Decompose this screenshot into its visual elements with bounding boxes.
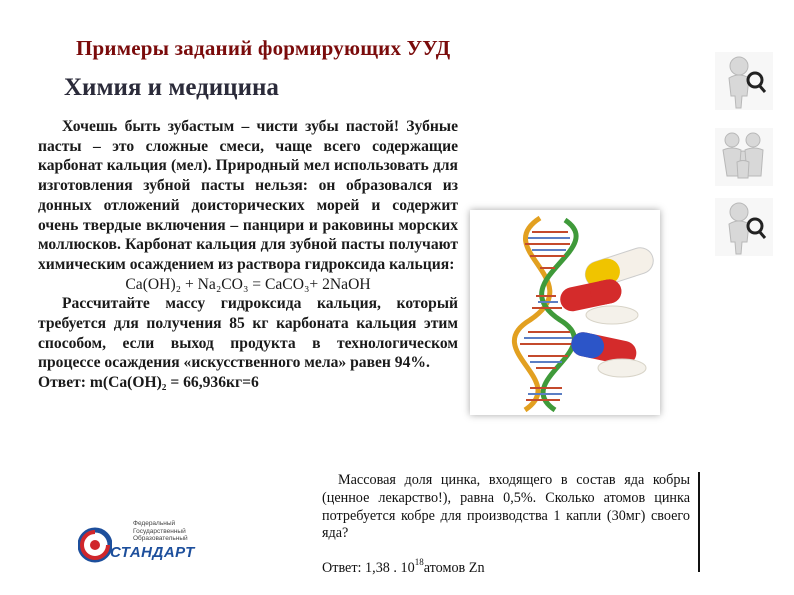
family-icon[interactable] [715, 128, 773, 186]
task2-answer-prefix: Ответ: 1,38 . 10 [322, 560, 415, 576]
task2-text: Массовая доля цинка, входящего в состав яда кобры (ценное лекарство!), равна 0,5%. Сколько атомов цинка потребуется кобре для производства 1 капли (30мг) своего яда? [322, 472, 690, 542]
task1-answer: Ответ: m(Ca(OH)₂ = 66,936кг=6 [38, 374, 259, 392]
subtitle: Химия и медицина [64, 74, 279, 101]
fgos-caption-line2: Государственный [133, 527, 186, 535]
slide-title: Примеры заданий формирующих УУД [76, 36, 451, 60]
person-magnifier-icon[interactable] [715, 52, 773, 110]
fgos-logo-caption [133, 520, 188, 543]
fgos-logo-text: СТАНДАРТ [110, 544, 195, 561]
task1-text-block [38, 117, 458, 393]
fgos-caption-line3: Образовательный [133, 535, 188, 542]
task1-paragraph: Хочешь быть зубастым – чисти зубы пастой! Зубные пасты – это сложные смеси, чаще всего содержащие карбонат кальция (мел). Природный мел использовать для изготовления зубной пасты нельзя: он образовался из донных отложений доисторических морей и содержит очень твердые включения – панцири и раковины морских моллюсков. Карбонат кальция для зубной пасты получают химическим осаждением из раствора гидроксида кальция: [38, 118, 458, 273]
dna-pills-image [470, 210, 660, 415]
task2-box [318, 472, 700, 576]
task2-answer-suffix: атомов Zn [423, 560, 485, 576]
fgos-logo-mark [78, 520, 112, 570]
fgos-caption-line1: Федеральный [133, 520, 176, 527]
chemical-equation: Ca(OH)₂ + Na₂CO₃ = CaCO₃+ 2NaOH [125, 275, 371, 293]
dna-pills-illustration [470, 210, 660, 415]
task2-answer [322, 554, 485, 578]
task1-question: Рассчитайте массу гидроксида кальция, который требуется для получения 85 кг карбоната кальция этим способом, если выход продукта в технологическом процессе осаждения «искусственного мела» равен 94%. [38, 295, 458, 372]
task2-answer-exponent: 18 [414, 557, 424, 567]
person-magnifier-icon[interactable] [715, 198, 773, 256]
